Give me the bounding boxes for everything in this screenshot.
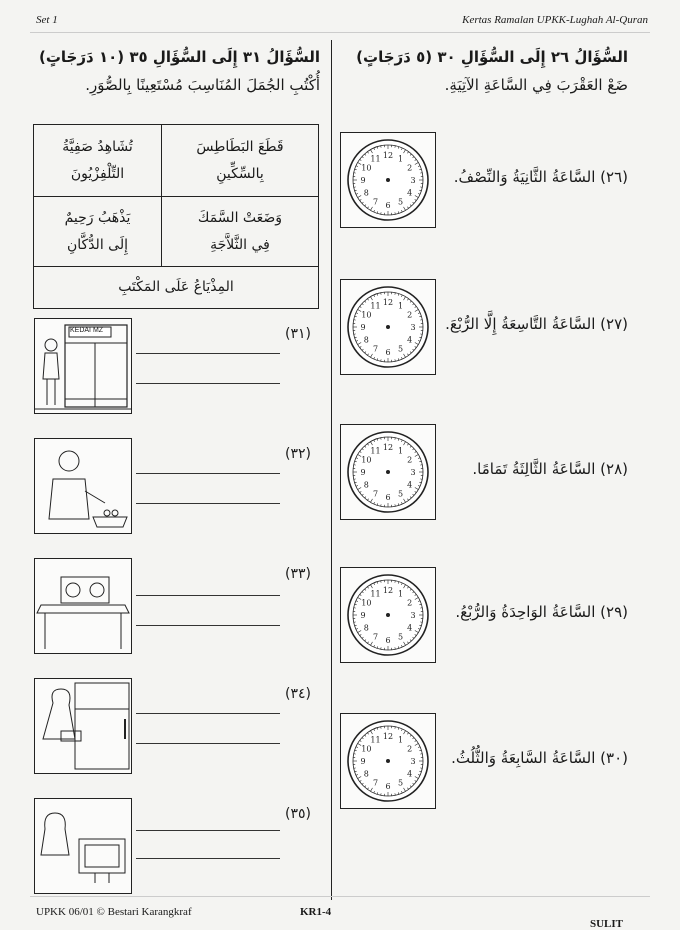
clock-numeral: 10 bbox=[361, 311, 371, 320]
clock-numeral: 8 bbox=[364, 624, 369, 633]
clock-face-29[interactable] bbox=[341, 568, 435, 662]
q33-answer-line-1[interactable] bbox=[136, 595, 280, 596]
clock-numeral: 4 bbox=[407, 624, 412, 633]
footer-stamp: SULIT bbox=[590, 918, 623, 930]
clock-numeral: 1 bbox=[398, 301, 403, 310]
word-cell-shop: يَذْهَبُ رَحِيمٌ إِلَى الدُّكَّانِ bbox=[34, 197, 162, 267]
clock-numeral: 12 bbox=[383, 443, 393, 452]
word-cell-potato: قَطَعَ البَطَاطِسَ بِالسِّكِّينِ bbox=[162, 125, 319, 197]
clock-numeral: 6 bbox=[385, 348, 390, 357]
word-bank-table bbox=[33, 124, 319, 309]
q35-number: (٣٥) bbox=[285, 806, 311, 822]
footer-page: KR1-4 bbox=[300, 906, 331, 918]
clock-numeral: 2 bbox=[407, 745, 412, 754]
q31-answer-line-1[interactable] bbox=[136, 353, 280, 354]
q33-number: (٣٣) bbox=[285, 566, 311, 582]
clock-numeral: 5 bbox=[398, 633, 403, 642]
clock-numeral: 8 bbox=[364, 336, 369, 345]
clock-numeral: 12 bbox=[383, 732, 393, 741]
q31-number: (٣١) bbox=[285, 326, 311, 342]
clock-numeral: 9 bbox=[360, 323, 365, 332]
clock-box-27 bbox=[340, 279, 436, 375]
clock-numeral: 1 bbox=[398, 446, 403, 455]
q33-answer-line-2[interactable] bbox=[136, 625, 280, 626]
shop-sign: KEDAI MZ bbox=[70, 327, 103, 334]
clock-numeral: 3 bbox=[410, 468, 415, 477]
clock-face-28[interactable] bbox=[341, 425, 435, 519]
header-rule bbox=[30, 32, 650, 33]
clock-numeral: 11 bbox=[370, 589, 380, 598]
q34-answer-line-1[interactable] bbox=[136, 713, 280, 714]
clock-numeral: 8 bbox=[364, 189, 369, 198]
word-cell-radio: المِذْيَاعُ عَلَى المَكْتَبِ bbox=[34, 267, 319, 309]
clock-question-28: (٢٨) السَّاعَةُ الثَّالِثَةُ تَمَامًا. bbox=[472, 460, 628, 478]
clock-numeral: 7 bbox=[373, 490, 378, 499]
left-instruction: أُكْتُبِ الجُمَلَ المُنَاسِبَ مُسْتَعِينًا بِالصُّوَرِ. bbox=[85, 76, 320, 94]
picture-shop bbox=[34, 318, 132, 414]
q32-number: (٣٢) bbox=[285, 446, 311, 462]
clock-numeral: 2 bbox=[407, 456, 412, 465]
clock-numeral: 3 bbox=[410, 176, 415, 185]
clock-numeral: 9 bbox=[360, 611, 365, 620]
footer-code: UPKK 06/01 © Bestari Karangkraf bbox=[36, 906, 192, 918]
clock-numeral: 3 bbox=[410, 611, 415, 620]
clock-numeral: 1 bbox=[398, 154, 403, 163]
clock-numeral: 3 bbox=[410, 757, 415, 766]
clock-center-pin bbox=[386, 325, 390, 329]
clock-numeral: 7 bbox=[373, 633, 378, 642]
clock-question-27: (٢٧) السَّاعَةُ التَّاسِعَةُ إِلَّا الرُّبْعَ. bbox=[445, 315, 628, 333]
q32-answer-line-1[interactable] bbox=[136, 473, 280, 474]
clock-numeral: 10 bbox=[361, 599, 371, 608]
paper-title: Kertas Ramalan UPKK-Lughah Al-Quran bbox=[462, 14, 648, 26]
clock-numeral: 1 bbox=[398, 735, 403, 744]
column-divider bbox=[331, 40, 332, 900]
right-instruction: ضَعْ العَقْرَبَ فِي السَّاعَةِ الآتِيَةِ. bbox=[445, 76, 628, 94]
clock-center-pin bbox=[386, 613, 390, 617]
clock-numeral: 5 bbox=[398, 779, 403, 788]
clock-face-30[interactable] bbox=[341, 714, 435, 808]
clock-center-pin bbox=[386, 470, 390, 474]
clock-numeral: 6 bbox=[385, 636, 390, 645]
q34-answer-line-2[interactable] bbox=[136, 743, 280, 744]
clock-numeral: 5 bbox=[398, 490, 403, 499]
clock-question-30: (٣٠) السَّاعَةُ السَّابِعَةُ وَالثُّلُثُ. bbox=[451, 749, 628, 767]
clock-numeral: 4 bbox=[407, 189, 412, 198]
clock-numeral: 10 bbox=[361, 745, 371, 754]
clock-numeral: 6 bbox=[385, 493, 390, 502]
clock-numeral: 1 bbox=[398, 589, 403, 598]
word-cell-fridge: وَضَعَتْ السَّمَكَ فِي الثَّلاَّجَةِ bbox=[162, 197, 319, 267]
clock-question-29: (٢٩) السَّاعَةُ الوَاحِدَةُ وَالرُّبْعُ. bbox=[455, 603, 628, 621]
clock-numeral: 2 bbox=[407, 164, 412, 173]
clock-numeral: 6 bbox=[385, 782, 390, 791]
right-section-title: السُّؤَالُ ٢٦ إِلَى السُّؤَالِ ٣٠ (٥ دَرَجَاتٍ) bbox=[356, 48, 628, 66]
picture-fridge bbox=[34, 678, 132, 774]
clock-numeral: 12 bbox=[383, 586, 393, 595]
clock-numeral: 7 bbox=[373, 198, 378, 207]
clock-numeral: 8 bbox=[364, 770, 369, 779]
clock-box-29 bbox=[340, 567, 436, 663]
clock-numeral: 12 bbox=[383, 298, 393, 307]
clock-face-26[interactable] bbox=[341, 133, 435, 227]
clock-numeral: 10 bbox=[361, 164, 371, 173]
clock-numeral: 12 bbox=[383, 151, 393, 160]
clock-question-26: (٢٦) السَّاعَةُ الثَّانِيَةُ وَالنِّصْفُ. bbox=[454, 168, 628, 186]
clock-numeral: 4 bbox=[407, 770, 412, 779]
q35-answer-line-2[interactable] bbox=[136, 858, 280, 859]
q35-answer-line-1[interactable] bbox=[136, 830, 280, 831]
footer-rule bbox=[30, 896, 650, 897]
clock-numeral: 9 bbox=[360, 176, 365, 185]
clock-numeral: 5 bbox=[398, 345, 403, 354]
clock-numeral: 11 bbox=[370, 735, 380, 744]
set-label: Set 1 bbox=[36, 14, 58, 26]
clock-face-27[interactable] bbox=[341, 280, 435, 374]
clock-numeral: 9 bbox=[360, 757, 365, 766]
word-cell-television: تُشَاهِدُ صَفِيَّةُ التِّلْفِزْيُونَ bbox=[34, 125, 162, 197]
q34-number: (٣٤) bbox=[285, 686, 311, 702]
picture-television bbox=[34, 798, 132, 894]
clock-numeral: 4 bbox=[407, 336, 412, 345]
q31-answer-line-2[interactable] bbox=[136, 383, 280, 384]
clock-box-30 bbox=[340, 713, 436, 809]
clock-numeral: 3 bbox=[410, 323, 415, 332]
clock-numeral: 11 bbox=[370, 154, 380, 163]
clock-center-pin bbox=[386, 178, 390, 182]
clock-numeral: 8 bbox=[364, 481, 369, 490]
clock-numeral: 4 bbox=[407, 481, 412, 490]
clock-numeral: 6 bbox=[385, 201, 390, 210]
clock-box-28 bbox=[340, 424, 436, 520]
clock-numeral: 11 bbox=[370, 446, 380, 455]
clock-numeral: 2 bbox=[407, 599, 412, 608]
clock-numeral: 11 bbox=[370, 301, 380, 310]
clock-box-26 bbox=[340, 132, 436, 228]
q32-answer-line-2[interactable] bbox=[136, 503, 280, 504]
left-section-title: السُّؤَالُ ٣١ إِلَى السُّؤَالِ ٣٥ (١٠ دَرَجَاتٍ) bbox=[39, 48, 320, 66]
clock-numeral: 10 bbox=[361, 456, 371, 465]
clock-numeral: 9 bbox=[360, 468, 365, 477]
picture-cutting bbox=[34, 438, 132, 534]
clock-numeral: 5 bbox=[398, 198, 403, 207]
clock-numeral: 7 bbox=[373, 779, 378, 788]
clock-center-pin bbox=[386, 759, 390, 763]
clock-numeral: 2 bbox=[407, 311, 412, 320]
picture-radio bbox=[34, 558, 132, 654]
clock-numeral: 7 bbox=[373, 345, 378, 354]
